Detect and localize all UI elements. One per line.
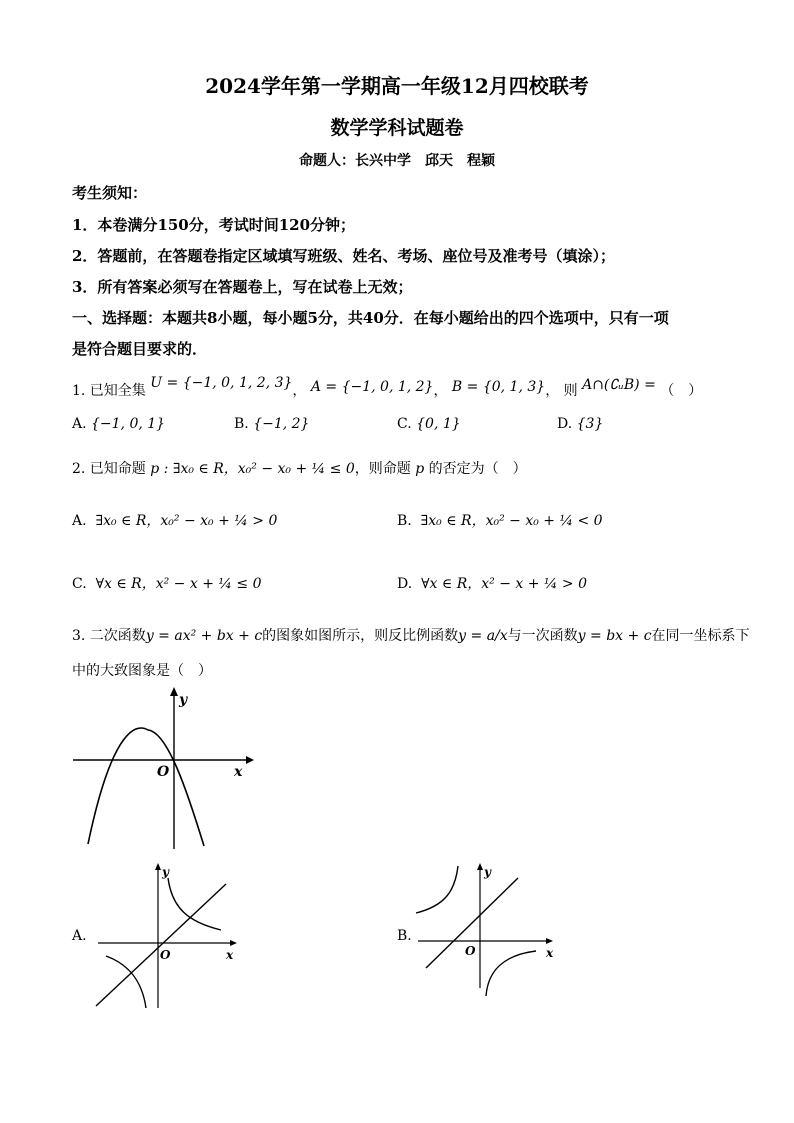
q1-option-a <box>72 416 165 432</box>
q1-set-a: A = {−1, 0, 1, 2} <box>310 379 434 395</box>
option-label: B. <box>397 513 412 529</box>
x-axis-arrow <box>230 940 237 946</box>
q1-option-d <box>557 416 603 432</box>
hyperbola-branch-1 <box>416 866 458 913</box>
exam-subtitle: 数学学科试题卷 <box>330 117 464 139</box>
axis-label-y: y <box>162 865 169 879</box>
option-label: A. <box>72 416 87 432</box>
origin-label: O <box>157 764 170 780</box>
section-heading-line2: 是符合题目要求的． <box>72 340 208 358</box>
y-axis-arrow <box>477 863 483 870</box>
option-label: D. <box>397 576 413 592</box>
option-text: ∀x ∈ R，x² − x + ¼ > 0 <box>421 576 588 592</box>
q1-option-c <box>397 416 461 432</box>
axis-label-y: y <box>179 692 188 708</box>
q3-stem-line2: 中的大致图象是（ ） <box>72 663 212 679</box>
option-text: ∃x₀ ∈ R，x₀² − x₀ + ¼ > 0 <box>95 513 278 529</box>
option-text: {3} <box>576 416 604 432</box>
notice-item-1: 1．本卷满分150分，考试时间120分钟； <box>72 216 356 234</box>
q2-stem <box>72 458 527 478</box>
q3-stem-text: 3. 二次函数 <box>72 628 146 644</box>
q2-stem-text: 2. 已知命题 <box>72 461 146 477</box>
option-text: {0, 1} <box>416 416 461 432</box>
x-axis-arrow <box>246 756 254 764</box>
q3-quadratic: y = ax² + bx + c <box>145 628 263 644</box>
option-text: {−1, 2} <box>253 416 310 432</box>
hyperbola-branch-1 <box>168 878 221 930</box>
option-label: C. <box>72 576 87 592</box>
q3-parabola-graph <box>68 684 258 854</box>
origin-label: O <box>160 948 171 962</box>
q1-stem: 1. 已知全集 U = {−1, 0, 1, 2, 3}， A = {−1, 0, 1, 2}， B = {0, 1, 3}， 则 A∩(∁ᵤB) = （ ） <box>72 375 703 399</box>
option-label: C. <box>397 416 412 432</box>
q3-stem-text-4: 在同一坐标系下 <box>651 628 750 644</box>
q2-option-b <box>397 510 603 530</box>
y-axis-arrow <box>170 687 178 696</box>
notice-item-3: 3．所有答案必须写在答题卷上，写在试卷上无效； <box>72 278 413 296</box>
notice-item-2: 2．答题前，在答题卷指定区域填写班级、姓名、考场、座位号及准考号（填涂）； <box>72 247 615 265</box>
q1-set-b: B = {0, 1, 3} <box>451 379 546 395</box>
option-label: D. <box>557 416 573 432</box>
y-axis-arrow <box>155 863 161 870</box>
x-axis-arrow <box>546 938 553 944</box>
q3-option-a-graph <box>88 858 248 1010</box>
q3-stem <box>72 625 750 645</box>
option-label: B. <box>234 416 249 432</box>
q3-inverse: y = a/x <box>458 628 508 644</box>
q1-ask: 则 <box>563 383 578 399</box>
q1-set-u: U = {−1, 0, 1, 2, 3} <box>150 375 293 391</box>
q1-blank: （ ） <box>660 383 703 399</box>
q2-p: p <box>415 461 425 477</box>
hyperbola-branch-2 <box>486 951 536 996</box>
q1-option-b <box>234 416 309 432</box>
q2-stem-text-2: ，则命题 <box>354 461 411 477</box>
option-text: ∃x₀ ∈ R，x₀² − x₀ + ¼ < 0 <box>420 513 603 529</box>
q3-linear: y = bx + c <box>577 628 652 644</box>
axis-label-x: x <box>226 948 234 962</box>
authors-line: 命题人：长兴中学 邱天 程颖 <box>299 153 495 169</box>
q2-option-d <box>397 573 587 593</box>
linear-line <box>96 884 226 1006</box>
q2-stem-text-3: 的否定为（ ） <box>428 461 527 477</box>
axis-label-x: x <box>546 946 554 960</box>
q2-proposition: p : ∃x₀ ∈ R，x₀² − x₀ + ¼ ≤ 0 <box>150 461 355 477</box>
origin-label: O <box>465 944 476 958</box>
q1-stem-text: 1. 已知全集 <box>72 383 146 399</box>
notice-heading: 考生须知： <box>72 184 148 202</box>
section-heading-line1: 一、选择题：本题共8小题，每小题5分，共40分．在每小题给出的四个选项中，只有一项 <box>72 309 669 327</box>
q1-expr: A∩(∁ᵤB) = <box>582 377 656 393</box>
q3-option-b-graph <box>408 858 568 1010</box>
q3-option-b-label: B. <box>397 928 412 944</box>
axis-label-x: x <box>234 764 243 780</box>
parabola-curve <box>88 728 204 846</box>
q2-option-c <box>72 573 262 593</box>
q3-stem-text-2: 的图象如图所示，则反比例函数 <box>262 628 459 644</box>
q3-stem-text-3: 与一次函数 <box>507 628 578 644</box>
option-label: A. <box>72 513 87 529</box>
exam-title: 2024学年第一学期高一年级12月四校联考 <box>205 74 589 98</box>
q2-option-a <box>72 510 277 530</box>
option-text: ∀x ∈ R，x² − x + ¼ ≤ 0 <box>95 576 262 592</box>
option-text: {−1, 0, 1} <box>91 416 166 432</box>
q3-option-a-label: A. <box>72 928 87 944</box>
axis-label-y: y <box>484 865 491 879</box>
